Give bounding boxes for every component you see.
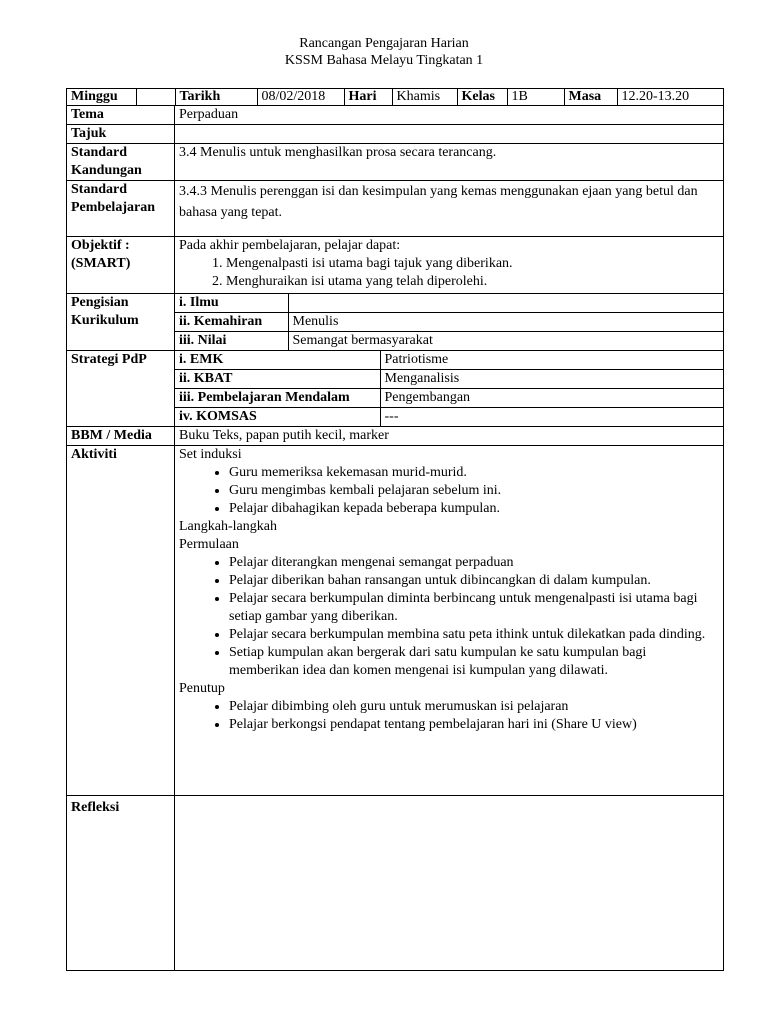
set-induksi-list xyxy=(179,464,719,518)
komsas-value: --- xyxy=(384,409,399,424)
objektif-row xyxy=(67,237,724,294)
objektif-intro: Pada akhir pembelajaran, pelajar dapat: xyxy=(179,238,401,253)
penutup-list xyxy=(179,698,719,734)
document-header xyxy=(0,35,768,69)
refleksi-row xyxy=(67,796,724,971)
minggu-label: Minggu xyxy=(67,89,136,105)
strategi-pdp-row xyxy=(67,351,724,427)
objektif-label xyxy=(67,237,175,294)
list-item: • Pelajar berkongsi pendapat tentang pembelajaran hari ini (Share U view) xyxy=(229,716,719,734)
pengisian-kurikulum-grid xyxy=(175,294,723,350)
standard-kandungan-label-line2: Kandungan xyxy=(71,163,142,178)
document-subtitle: KSSM Bahasa Melayu Tingkatan 1 xyxy=(284,53,484,68)
kbat-label: ii. KBAT xyxy=(175,370,380,389)
standard-kandungan-value: 3.4 Menulis untuk menghasilkan prosa secara terancang. xyxy=(175,144,724,181)
list-item: • Guru memeriksa kekemasan murid-murid. xyxy=(229,464,719,482)
list-item: • Pelajar dibimbing oleh guru untuk merumuskan isi pelajaran xyxy=(229,698,719,716)
document-title: Rancangan Pengajaran Harian xyxy=(299,36,469,51)
info-row-cell xyxy=(67,89,724,106)
strategi-pdp-label: Strategi PdP xyxy=(67,351,175,427)
aktiviti-row xyxy=(67,446,724,796)
pengisian-kurikulum-row xyxy=(67,294,724,351)
langkah-heading: Langkah-langkah xyxy=(179,519,277,534)
bbm-media-label: BBM / Media xyxy=(67,427,175,446)
tarikh-value: 08/02/2018 xyxy=(257,89,344,105)
objektif-item: 1. Mengenalpasti isi utama bagi tajuk yang diberikan. xyxy=(226,255,719,273)
list-item: • Guru mengimbas kembali pelajaran sebelum ini. xyxy=(229,482,719,500)
standard-pembelajaran-value: 3.4.3 Menulis perenggan isi dan kesimpulan yang kemas menggunakan ejaan yang betul dan bahasa yang tepat. xyxy=(175,181,724,237)
ilmu-value xyxy=(288,294,723,313)
objektif-item: 2. Menghuraikan isi utama yang telah diperolehi. xyxy=(226,273,719,291)
lesson-plan-form xyxy=(66,88,723,971)
bbm-media-value: Buku Teks, papan putih kecil, marker xyxy=(175,427,724,446)
objektif-label-line1: Objektif : xyxy=(71,238,130,253)
pengisian-kurikulum-cell xyxy=(175,294,724,351)
tajuk-label: Tajuk xyxy=(67,125,175,144)
aktiviti-content xyxy=(175,446,724,796)
aktiviti-label: Aktiviti xyxy=(67,446,175,796)
kelas-value: 1B xyxy=(507,89,564,105)
standard-kandungan-label xyxy=(67,144,175,181)
tema-value: Perpaduan xyxy=(175,106,724,125)
tajuk-value xyxy=(175,125,724,144)
standard-pembelajaran-label-line1: Standard xyxy=(71,182,128,197)
bbm-media-row xyxy=(67,427,724,446)
permulaan-heading: Permulaan xyxy=(179,537,239,552)
refleksi-label: Refleksi xyxy=(67,796,175,971)
nilai-value: Semangat bermasyarakat xyxy=(292,333,433,348)
standard-pembelajaran-label xyxy=(67,181,175,237)
tema-row xyxy=(67,106,724,125)
standard-kandungan-row xyxy=(67,144,724,181)
list-item: • Pelajar diterangkan mengenai semangat perpaduan xyxy=(229,554,719,572)
pembelajaran-mendalam-label: iii. Pembelajaran Mendalam xyxy=(175,389,380,408)
info-row xyxy=(67,89,724,106)
standard-pembelajaran-row xyxy=(67,181,724,237)
strategi-pdp-grid xyxy=(175,351,723,426)
list-item: • Pelajar secara berkumpulan diminta berbincang untuk mengenalpasti isi utama bagi setiap gambar yang diberikan. xyxy=(229,590,719,626)
list-item: • Pelajar dibahagikan kepada beberapa kumpulan. xyxy=(229,500,719,518)
kemahiran-value: Menulis xyxy=(288,313,723,332)
kemahiran-label: ii. Kemahiran xyxy=(175,313,288,332)
emk-value: Patriotisme xyxy=(380,351,723,370)
list-item: • Pelajar secara berkumpulan membina satu peta ithink untuk dilekatkan pada dinding. xyxy=(229,626,719,644)
standard-pembelajaran-label-line2: Pembelajaran xyxy=(71,200,155,215)
tarikh-label: Tarikh xyxy=(175,89,257,105)
nilai-label: iii. Nilai xyxy=(175,332,288,351)
pengisian-kurikulum-label-line2: Kurikulum xyxy=(71,313,139,328)
hari-value: Khamis xyxy=(392,89,457,105)
masa-label: Masa xyxy=(564,89,617,105)
ilmu-label: i. Ilmu xyxy=(175,294,288,313)
objektif-label-line2: (SMART) xyxy=(71,256,131,271)
kelas-label: Kelas xyxy=(457,89,507,105)
tema-label: Tema xyxy=(67,106,175,125)
objektif-list xyxy=(179,255,719,291)
komsas-label: iv. KOMSAS xyxy=(175,408,380,427)
minggu-value xyxy=(136,89,175,105)
pengisian-kurikulum-label xyxy=(67,294,175,351)
kbat-value: Menganalisis xyxy=(380,370,723,389)
permulaan-list xyxy=(179,554,719,680)
info-grid xyxy=(67,89,723,105)
set-induksi-heading: Set induksi xyxy=(179,447,242,462)
list-item: • Setiap kumpulan akan bergerak dari satu kumpulan ke satu kumpulan bagi memberikan idea dan komen mengenai isi kumpulan yang dilawati. xyxy=(229,644,719,680)
list-item: • Pelajar diberikan bahan ransangan untuk dibincangkan di dalam kumpulan. xyxy=(229,572,719,590)
lesson-plan-table xyxy=(66,88,724,971)
masa-value: 12.20-13.20 xyxy=(621,89,690,104)
tajuk-row xyxy=(67,125,724,144)
objektif-content xyxy=(175,237,724,294)
standard-kandungan-label-line1: Standard xyxy=(71,145,128,160)
hari-label: Hari xyxy=(344,89,392,105)
refleksi-value xyxy=(175,796,724,971)
strategi-pdp-cell xyxy=(175,351,724,427)
pembelajaran-mendalam-value: Pengembangan xyxy=(380,389,723,408)
pengisian-kurikulum-label-line1: Pengisian xyxy=(71,295,129,310)
penutup-heading: Penutup xyxy=(179,681,225,696)
emk-label: i. EMK xyxy=(175,351,380,370)
